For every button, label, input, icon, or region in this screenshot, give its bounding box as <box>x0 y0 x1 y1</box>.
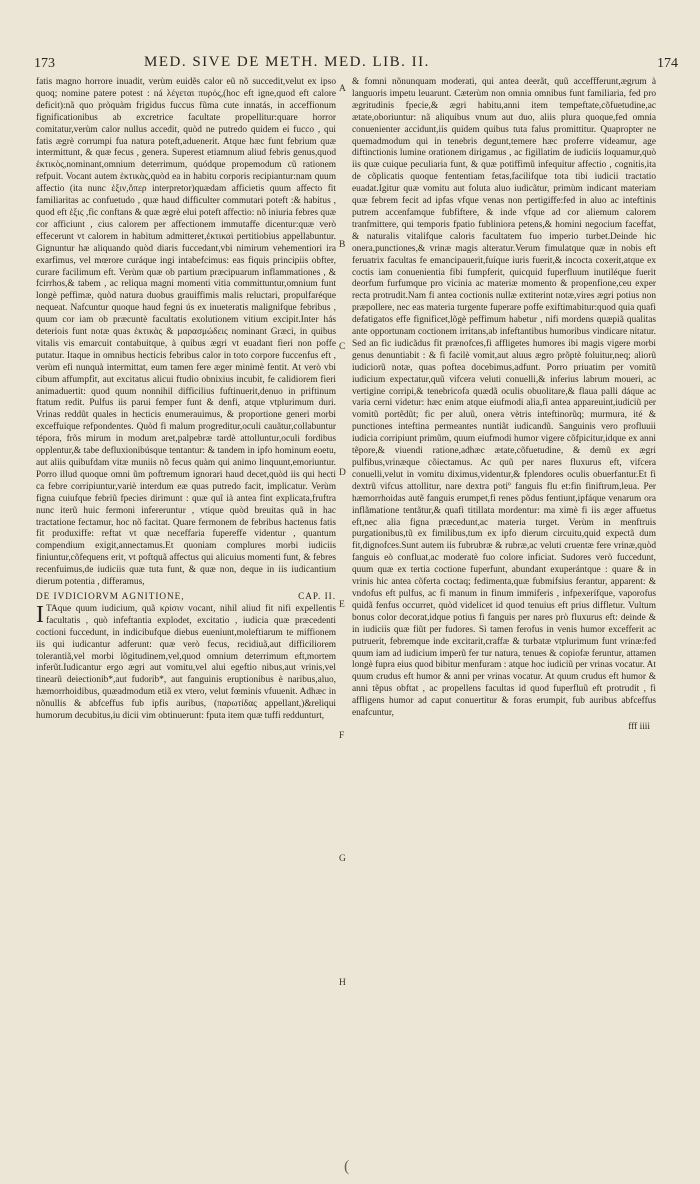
right-paragraph-1: & fomni nõnunquam moderati, qui antea deerãt, quũ acceffferunt,ægrum à languoris impetu leuarunt. Cæterùm non omnia omnibus funt familiaria, fed pro ægritudinis fpecie,& ægri habitu,anni item tempeftate,cõfuetudine,ac ætate,oboriuntur: nã aliquibus vnum aut duo, aliis plura quoque,fed omnia conuenienter accidunt,iis quidem quibus tuta falus promittitur. Quapropter ne quemadmodum qui in tenebris degunt,temere hæc proferre videamur, age diftinctionis lumine orationem dirigamus , ac figillatim de iudiciis loquamur,quò iis quæ cuique peculiaria funt, & quæ potiffimũ infequitur affectio , cognitis,ita de cõplicatis quoque fententiam fetas,facilifque tota tibi iudicii tractatio euadat.Igitur quæ vomitu aut foluta aluo iudicãtur, primùm indicant materiam quæ febrem fecit ad ipfas vfque venas non pertigiffe:fed in aluo ac inteftinis putrem accenfamque fubfiftere, & inde vfque ad cor aliemum calorem tranfmittere, qui temporis fpatio fubliniora petens,& homini negocium faceffat, & naturalis vitalifque caloris facultatem fuo imperio turbet.Deinde hic onera,punctiones,& vrinæ magis alteratur.Verum fimulatque quæ in nobis eft feruatrix facultas fe emancipauerit,fuíque iuris fuerit,& incocta coxerit,atque ex coctis iam conuenientia fibi fumpferit, quicquid fuperfluum inutiléque fuerit deorfum furfumque pro vicinia ac materiæ momento & propenfione,ceu exper recta protrudit.Nam fi antea coctionis nullæ extiterint notæ,vires ægri potius non præpollere, nec eas materia turgente fuperare poffe exiftimabitur:quod quia quafi defatigatos effe fignificet,lõgè peffimum habetur , nifi mordens quæpiã qualitas ante opportunam coctionem irritans,ab infeftantibus humoribus vindicare nitatur. Sed an fic iudicãdus fit prænofces,fi affligetes humores ibi magis vigere morbi genus denuntiabit : & fi facilè vomit,aut aluus ægro prõptè foluitur,neq; aliorũ iudiciorũ notæ, quas poftea docebimus,adfunt. Porro priuatim per vomitũ iudicium expectatur,quũ vifcera veluti conuelli,& inferius labrum moueri, ac vertigine corripi,& tenebricofa quædã oculis obuolitare,& flaua palli dáque ac varia cerni videtur: hæc enim atque eiufmodi alia,fi antea appareuint,iudiciũ per vomitũ portẽdũt; fic per aluũ, onera vètris inteftinorũq; murmura, ité & punctiones inteftina permeantes nuntiãt iudicandũ. Sanguinis vero profluuii iudicia corripiunt primũm, quum eiufmodi humor vigere cõfpicitur,idque ex anni tẽpore,& viuendi ratione,adhæc ætate,cõfuetudine, & demũ ex ægri pulfibus,vrinæque cõiectamus. Ac quũ per nares fluxurus eft, vifcera conuelli,velut in vomitu diximus,videntur,& fplendores oculis obuerfantur.Et fi dextrũ vifcus attollitur, nare dextra potiº fanguis flu et:fin finiftrum,leua. Per hæmorrhoidas autẽ fanguis erumpet,fi renes põdus fentiunt,ipfáque venarum ora inflãmatione tentãtur,& quafi titillata mordentur: ma ximè fi iis æger affuetus eft,nec alia figna præcedunt,ac materia turget. Verùm in menftruis purgationibus,tũ ex fimilibus,tum ex ipfo dierum circuitu,quid expectã dum fit,dignofces.Sunt autem iis fubrubræ & rubræ,ac veluti cruentæ fere vrinæ,quòd fanguis eò confluat,ac moderatè fuo colore inficiat. Sudores verò fuccedunt, quum quæ ex tertia coctione fuperfunt, abundant exuperántque : quare & in vrinis hic antea cõferta coctaq; fedimenta,quæ fubmifsius ferantur, apparent: & vndofus eft pulfus, ac fi manum in finum immiferis , infpexerífque, vaporofus quidã fenfus occurret, quòd videlicet id quod tenuius eft prius diffletur. Vultum bonus color decorat,idque potius fi fanguis per nares prò fluxurus eft: deinde & in iudiciis quæ fiũt per fudores. Si tamen ferofus in venis humor excefferit ac putruerit, febremque inde excitarit,craffæ & turbatæ vtplurimum funt vrinæ:fed quum iam ad iudicium imperũ fer tur natura, tenues & copiofæ feruntur, attamen longè fupra eius quod bibitur menfuram : atque hoc iudiciũ per vrinas vocatur. At quum crudus eft humor & anni per vrinas vocatur. At quum crudus eft humor & anni tẽpus obftat , ac propellens facultas id quod fuperfluũ eft protrudit , fi affligens humor ad caput conuertitur & foras erumpit, fub auribus abfceffus enafcuntur, <box>352 77 656 719</box>
margin-letter-e: E <box>339 600 345 610</box>
chapter-title: DE IVDICIORVM AGNITIONE, <box>36 590 185 601</box>
signature-mark: fff iiii <box>628 721 650 732</box>
right-column <box>352 77 656 734</box>
margin-letter-c: C <box>339 342 346 352</box>
binding-mark-icon: ( <box>344 1158 350 1175</box>
margin-letter-a: A <box>339 84 346 94</box>
left-paragraph-1: fatis magno horrore inuadit, verùm euidẽs calor eũ nõ succedit,velut ex ipso quoq; nomine patere potest : ná λέγεται πυρός,(hoc eft igne,quod eft calore deficit):nã quo pròquàm frigidus fuccus fũma cute innatás, in acceffionum fignificationibus ab excretrice facultate propellitur:quare horror comitatur,verùm calor nullus accedit, quòd ne putredo quidem ei fucco , qui fatis ægrè corrumpi fua natura poteft,aduenerit. Atque hæc funt febrium quæ intermittunt, & quæ fecus , genera. Superest etiamnum aliud febris genus,quod ἑκτικὸς,nominant,omnium deterrimum, quódque propemodum cũ rationem refpuit. Vocant autem ἑκτικὰς,quòd ea in habitu corporis recipiantur:nam quum affectio (ita nunc ἑξιν,ὅπερ interpretor)quædam afficietis quum affecto fit familiaritas ac confuetudo , quæ haud difficulter commutari poteft :& habitus , quod eft ἑξις ,fic conftans & quæ ægrè elui poteft affectio: nõ iniuria febres quæ cor afficiunt , cius calorem per affectionem immutaffe dicentur:quæ verò effecerunt vt calorem in habitum admitteret,ἑκτικαὶ pertitiobius appellabuntur. Gignuntur hæ aliquando quòd diaris fuccedant,vbi nimirum vehementiori ira exarfimus, vel mœrore curáque ingi intabefcimus: eas fiquis principiis obfter, curare facilimum eft. Verùm quæ ob partium præcipuarum inflammationes , & fcirrhos,& tabem , ac reliqua magni momenti vitia committuntur,omnium funt longè peffimæ, quòd natura duobus grauiffimis malis reluctari, propulfaréque nequeat. Nafcuntur quoque haud fegni ús ex inueteratis malignifque febribus , quum cor iam ob præcuntè facultatis exolutionem vitium excipit.Inter hás deteriois funt notæ quas ἑκτικὰς & μαρασμώδεις nominant Græci, in quibus vitalis vis emarcuit contabuitque, à quibus ægri vt euadant fieri non poffe putatur. Itaque in omnibus hecticis febribus calor in toto corpore fuccenfus eft , verùm efi nunquà intermittat, eum tamen fere æger minimè fentit. At verò vbi cibum affumpfit, aut excitatus alicui ftudio obnixius incubit, fe calidiorem fieri animaduertit: quod quum nonnihil difficilius fuftinuerit,denuo in priftinum ftatum redit. Pulfus iis parui femper funt & denfi, atque vtplurimum duri. Vrinas reddũt quales in hecticis enumerauimus, & proportione generi morbi exceffuique refpondentes. Quòd fi malum progreditur,oculi cauãtur,collabuntur tépora, frõs mirum in modum aret,palpebræ tardè attolluntur,oculi fordibus opplentur,& tabe defluxionibúsque tentantur: & tandem in ipfo hominum eoetu, aut aliis quibufdam vitæ muniis nõ fecus quàm qui animo linquunt,emoriuntur. Porro illud quoque omni ũm poftremum ignorari haud decet,quòd iis qui hecti ca febre corripiuntur,variè interdum eæ quas putredo facit, implicatur. Verùm figna cuiufque febriũ fpecies dirimunt : quæ quĩ ià antea fint explicata,fruftra nunc iterũ huic fermoni infereruntur , vtique quòd breuitas quã in hac tractatione fectamur, hoc nõ facitat. Quare fermonem de febribus hactenus fatis fit produxiffe: reftat vt quæ neceffaria fupereffe videntur , quantum compendium exigit,annectamus.Et quoniam complures morbi iudiciis finiuntur,cõfequens erit, vt poftquã affectus qui alicuius momenti funt, & febres recenfuimus,de iudiciis quæ tuta funt, & quæ non, deque in iis iudicantium dierum potentia , differamus, <box>36 77 336 588</box>
page-number-left: 173 <box>34 56 55 71</box>
running-title: MED. SIVE DE METH. MED. LIB. II. <box>144 54 430 70</box>
margin-letter-g: G <box>339 854 346 864</box>
chapter-number: CAP. II. <box>298 590 336 601</box>
left-paragraph-2-text: TAque quum iudicium, quã κρίσιν vocant, nihil aliud fit nifi expellentis facultatis , quò infeftantia explodet, excitatio , iudicia quæ præcedenti coctioni fuccedunt, in indicibufque diebus eueniunt,moleftiarum te miffionem iis qui iudicantur adferunt: quæ verò fecus, recidiuã,aut difficiliorem tolerantiã,vel morbi lõgitudinem,vel,quod omnium deterrimum eft,mortem inferũt.Iudicantur ergo ægri aut vomitu,vel alui egeftio nibus,aut vrinis,vel tinearũ deiectionib*,aut fudorib*, aut fanguinis eruptionibus è naribus,aluo, hæmorrhoidibus, quæadmodum etiã ex vtero, velut fœminis vfuuenit. Adhæc in nõnullis & abfceffus fub ipfis auribus, (παρωτίδας appellant,)&reliqui humorum decubitus,iu dicii vim obtinuerunt: fputa item quæ tuffi reddunturt, <box>36 603 336 722</box>
left-paragraph-2 <box>36 601 336 723</box>
drop-cap: I <box>36 601 44 628</box>
left-column <box>36 77 336 723</box>
margin-letter-f: F <box>339 731 345 741</box>
margin-letter-h: H <box>339 978 346 988</box>
page-number-right: 174 <box>657 56 678 71</box>
margin-letter-d: D <box>339 468 346 478</box>
margin-letter-b: B <box>339 240 346 250</box>
running-header <box>34 54 678 76</box>
chapter-heading <box>36 591 336 603</box>
